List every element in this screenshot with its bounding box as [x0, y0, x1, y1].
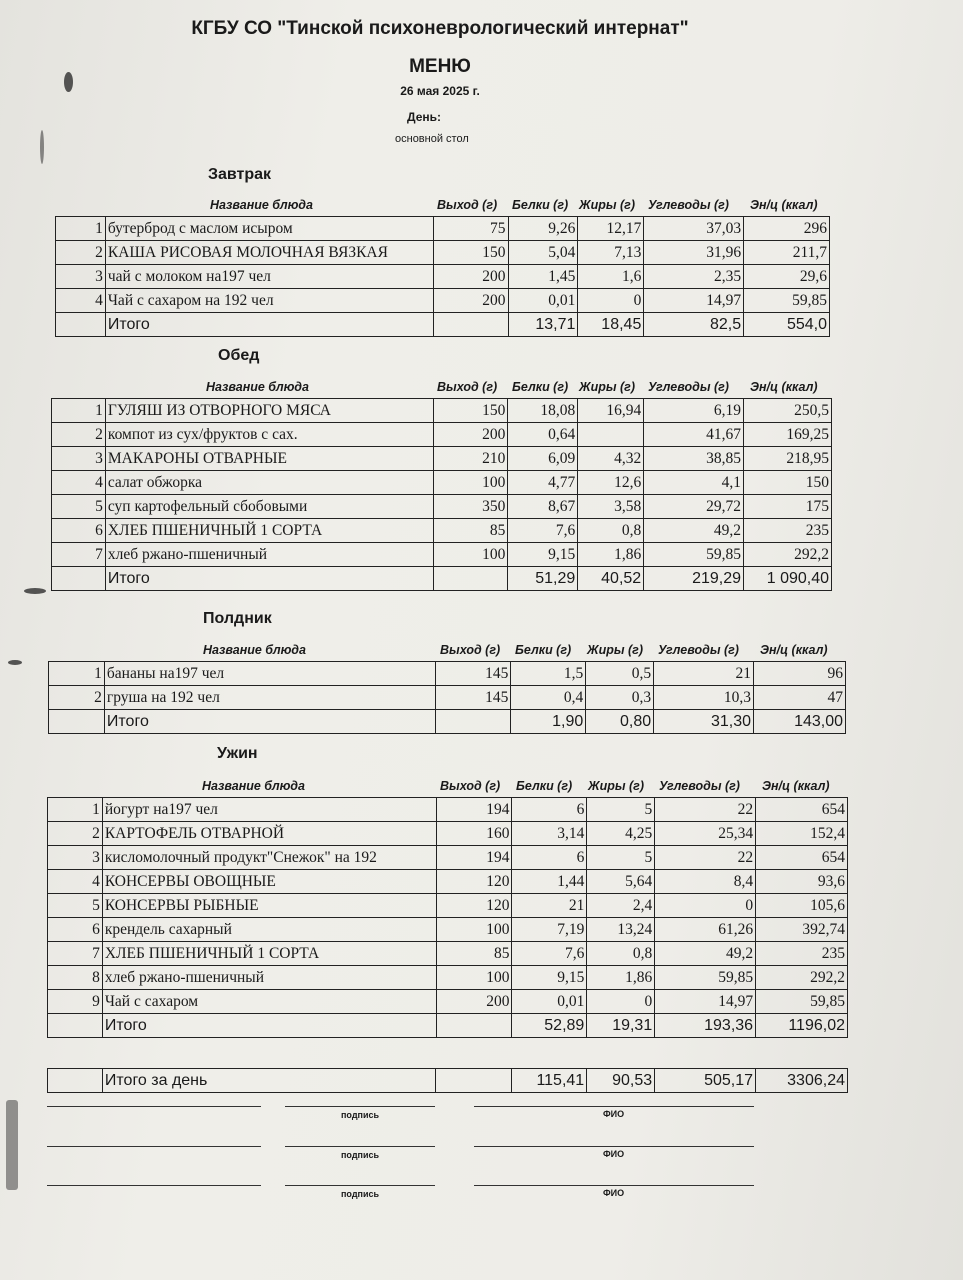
dish-name: ХЛЕБ ПШЕНИЧНЫЙ 1 СОРТА: [102, 942, 436, 966]
table-type: основной стол: [395, 133, 469, 145]
column-header-energy: Эн/ц (ккал): [760, 643, 828, 657]
column-header-fat: Жиры (г): [587, 643, 644, 657]
position-line: [47, 1106, 261, 1107]
cell-energy: 250,5: [744, 399, 832, 423]
cell-yield: 194: [436, 846, 512, 870]
name-label: ФИО: [603, 1188, 625, 1198]
column-header-carbs: Углеводы (г): [648, 380, 729, 394]
cell-protein: 0,64: [508, 423, 578, 447]
table-row: [48, 798, 848, 822]
cell-energy: 292,2: [744, 543, 832, 567]
total-yield: [433, 313, 508, 337]
cell-carbs: 22: [655, 798, 756, 822]
cell-energy: 654: [756, 798, 848, 822]
table-row: [48, 918, 848, 942]
cell-protein: 0,01: [512, 990, 587, 1014]
table-row: [56, 241, 830, 265]
menu-date: 26 мая 2025 г.: [400, 84, 480, 98]
cell-protein: 1,5: [511, 662, 586, 686]
total-fat: 90,53: [587, 1069, 655, 1093]
total-protein: 51,29: [508, 567, 578, 591]
signature-label: подпись: [341, 1150, 380, 1160]
column-header-fat: Жиры (г): [579, 198, 636, 212]
cell-carbs: 0: [655, 894, 756, 918]
dish-name: груша на 192 чел: [104, 686, 436, 710]
cell-yield: 100: [433, 471, 508, 495]
cell-carbs: 49,2: [655, 942, 756, 966]
day-total-row: [48, 1069, 848, 1093]
cell-fat: 16,94: [578, 399, 644, 423]
cell-carbs: 59,85: [655, 966, 756, 990]
table-row: [52, 399, 832, 423]
cell-protein: 7,6: [512, 942, 587, 966]
dish-name: хлеб ржано-пшеничный: [105, 543, 433, 567]
column-header-yield: Выход (г): [440, 779, 501, 793]
cell-carbs: 29,72: [644, 495, 744, 519]
table-row: [52, 447, 832, 471]
total-row: [48, 1014, 848, 1038]
meal-table: [51, 398, 832, 591]
cell-energy: 211,7: [744, 241, 830, 265]
total-carbs: 193,36: [655, 1014, 756, 1038]
total-protein: 1,90: [511, 710, 586, 734]
signature-line: [285, 1146, 435, 1147]
cell-yield: 120: [436, 870, 512, 894]
row-number: 2: [56, 241, 106, 265]
table-row: [56, 265, 830, 289]
menu-title: МЕНЮ: [409, 56, 471, 77]
cell-protein: 6: [512, 846, 587, 870]
cell-carbs: 2,35: [644, 265, 744, 289]
row-number: 6: [52, 519, 106, 543]
name-line: [474, 1185, 754, 1186]
cell-protein: 21: [512, 894, 587, 918]
cell-fat: 5: [587, 846, 655, 870]
cell-fat: 1,86: [578, 543, 644, 567]
cell-fat: 0: [587, 990, 655, 1014]
total-energy: 1196,02: [756, 1014, 848, 1038]
column-header-protein: Белки (г): [515, 643, 572, 657]
cell-carbs: 25,34: [655, 822, 756, 846]
cell-protein: 6,09: [508, 447, 578, 471]
total-label: Итого: [104, 710, 436, 734]
cell-yield: 194: [436, 798, 512, 822]
row-number: 1: [48, 798, 103, 822]
cell-yield: 200: [436, 990, 512, 1014]
cell-protein: 5,04: [508, 241, 578, 265]
row-number: 3: [56, 265, 106, 289]
total-row: [52, 567, 832, 591]
table-row: [48, 966, 848, 990]
cell-fat: 12,17: [578, 217, 644, 241]
cell-carbs: 8,4: [655, 870, 756, 894]
row-number: 4: [48, 870, 103, 894]
ink-smudge: [8, 660, 22, 665]
cell-energy: 292,2: [756, 966, 848, 990]
cell-carbs: 4,1: [644, 471, 744, 495]
meal-title: Обед: [218, 347, 260, 364]
cell-energy: 152,4: [756, 822, 848, 846]
cell-yield: 85: [436, 942, 512, 966]
cell-fat: 0,8: [578, 519, 644, 543]
cell-carbs: 22: [655, 846, 756, 870]
cell-carbs: 41,67: [644, 423, 744, 447]
ink-smudge: [24, 588, 46, 594]
cell-fat: 3,58: [578, 495, 644, 519]
cell-yield: 100: [433, 543, 508, 567]
table-row: [48, 894, 848, 918]
row-number: 4: [56, 289, 106, 313]
column-header-carbs: Углеводы (г): [659, 779, 740, 793]
dish-name: йогурт на197 чел: [102, 798, 436, 822]
table-row: [48, 870, 848, 894]
total-carbs: 505,17: [655, 1069, 756, 1093]
row-number: 8: [48, 966, 103, 990]
total-label: Итого: [105, 313, 433, 337]
cell-energy: 235: [744, 519, 832, 543]
dish-name: МАКАРОНЫ ОТВАРНЫЕ: [105, 447, 433, 471]
cell-protein: 18,08: [508, 399, 578, 423]
position-line: [47, 1146, 261, 1147]
total-energy: 143,00: [754, 710, 846, 734]
dish-name: КОНСЕРВЫ ОВОЩНЫЕ: [102, 870, 436, 894]
row-number: 5: [52, 495, 106, 519]
cell-yield: 145: [436, 662, 511, 686]
column-header-name: Название блюда: [210, 198, 313, 212]
cell-yield: 75: [433, 217, 508, 241]
total-fat: 18,45: [578, 313, 644, 337]
column-header-yield: Выход (г): [437, 198, 498, 212]
cell-fat: 2,4: [587, 894, 655, 918]
table-row: [52, 519, 832, 543]
meal-table: [47, 797, 848, 1038]
cell-energy: 218,95: [744, 447, 832, 471]
table-row: [48, 822, 848, 846]
cell-yield: 150: [433, 241, 508, 265]
cell-protein: 1,45: [508, 265, 578, 289]
cell-fat: 7,13: [578, 241, 644, 265]
column-header-protein: Белки (г): [512, 380, 569, 394]
total-yield: [436, 1069, 512, 1093]
meal-title: Ужин: [217, 745, 258, 762]
table-row: [56, 289, 830, 313]
total-energy: 554,0: [744, 313, 830, 337]
meal-table: [55, 216, 830, 337]
cell-fat: 5: [587, 798, 655, 822]
row-number: 2: [48, 822, 103, 846]
dish-name: ГУЛЯШ ИЗ ОТВОРНОГО МЯСА: [105, 399, 433, 423]
cell-protein: 9,15: [508, 543, 578, 567]
name-line: [474, 1146, 754, 1147]
row-number: 6: [48, 918, 103, 942]
dish-name: КОНСЕРВЫ РЫБНЫЕ: [102, 894, 436, 918]
cell-yield: 150: [433, 399, 508, 423]
column-header-fat: Жиры (г): [579, 380, 636, 394]
organization-title: КГБУ СО "Тинской психоневрологический интернат": [191, 18, 689, 39]
dish-name: суп картофельный сбобовыми: [105, 495, 433, 519]
cell-carbs: 59,85: [644, 543, 744, 567]
cell-fat: 1,86: [587, 966, 655, 990]
cell-carbs: 14,97: [644, 289, 744, 313]
column-header-name: Название блюда: [203, 643, 306, 657]
cell-energy: 169,25: [744, 423, 832, 447]
cell-protein: 4,77: [508, 471, 578, 495]
cell-yield: 210: [433, 447, 508, 471]
dish-name: КАРТОФЕЛЬ ОТВАРНОЙ: [102, 822, 436, 846]
cell-yield: 200: [433, 289, 508, 313]
meal-title: Завтрак: [208, 166, 272, 183]
row-number: 3: [52, 447, 106, 471]
total-spacer: [49, 710, 105, 734]
cell-energy: 654: [756, 846, 848, 870]
dish-name: КАША РИСОВАЯ МОЛОЧНАЯ ВЯЗКАЯ: [105, 241, 433, 265]
row-number: 3: [48, 846, 103, 870]
row-number: 7: [52, 543, 106, 567]
cell-protein: 7,19: [512, 918, 587, 942]
total-energy: 1 090,40: [744, 567, 832, 591]
cell-fat: 0,3: [586, 686, 654, 710]
row-number: 2: [52, 423, 106, 447]
cell-fat: 12,6: [578, 471, 644, 495]
table-row: [48, 846, 848, 870]
cell-fat: 1,6: [578, 265, 644, 289]
dish-name: крендель сахарный: [102, 918, 436, 942]
row-number: 1: [49, 662, 105, 686]
meal-title: Полдник: [203, 610, 272, 627]
cell-yield: 100: [436, 966, 512, 990]
cell-yield: 145: [436, 686, 511, 710]
dish-name: салат обжорка: [105, 471, 433, 495]
meal-table: [47, 1068, 848, 1093]
total-yield: [436, 1014, 512, 1038]
column-header-yield: Выход (г): [437, 380, 498, 394]
cell-fat: 0,5: [586, 662, 654, 686]
cell-fat: 4,32: [578, 447, 644, 471]
table-row: [49, 662, 846, 686]
cell-yield: 100: [436, 918, 512, 942]
column-header-name: Название блюда: [206, 380, 309, 394]
cell-energy: 93,6: [756, 870, 848, 894]
row-number: 4: [52, 471, 106, 495]
cell-yield: 85: [433, 519, 508, 543]
cell-carbs: 61,26: [655, 918, 756, 942]
cell-energy: 47: [754, 686, 846, 710]
dish-name: кисломолочный продукт"Снежок" на 192: [102, 846, 436, 870]
cell-fat: 0,8: [587, 942, 655, 966]
total-carbs: 82,5: [644, 313, 744, 337]
ink-smudge: [64, 72, 73, 92]
meal-table: [48, 661, 846, 734]
cell-protein: 3,14: [512, 822, 587, 846]
total-carbs: 31,30: [654, 710, 754, 734]
row-number: 2: [49, 686, 105, 710]
total-row: [49, 710, 846, 734]
cell-carbs: 38,85: [644, 447, 744, 471]
day-label: День:: [407, 110, 441, 124]
total-row: [56, 313, 830, 337]
cell-energy: 392,74: [756, 918, 848, 942]
cell-protein: 9,26: [508, 217, 578, 241]
ink-smudge: [40, 130, 44, 164]
signature-line: [285, 1185, 435, 1186]
cell-energy: 29,6: [744, 265, 830, 289]
total-spacer: [52, 567, 106, 591]
total-yield: [436, 710, 511, 734]
column-header-name: Название блюда: [202, 779, 305, 793]
cell-carbs: 31,96: [644, 241, 744, 265]
cell-yield: 120: [436, 894, 512, 918]
cell-carbs: 21: [654, 662, 754, 686]
dish-name: хлеб ржано-пшеничный: [102, 966, 436, 990]
column-header-fat: Жиры (г): [588, 779, 645, 793]
total-fat: 40,52: [578, 567, 644, 591]
row-number: 5: [48, 894, 103, 918]
row-number: 1: [52, 399, 106, 423]
table-row: [52, 543, 832, 567]
cell-carbs: 49,2: [644, 519, 744, 543]
cell-yield: 160: [436, 822, 512, 846]
total-label: Итого: [102, 1014, 436, 1038]
cell-energy: 296: [744, 217, 830, 241]
cell-energy: 235: [756, 942, 848, 966]
name-label: ФИО: [603, 1149, 625, 1159]
cell-protein: 1,44: [512, 870, 587, 894]
dish-name: Чай с сахаром на 192 чел: [105, 289, 433, 313]
cell-energy: 96: [754, 662, 846, 686]
column-header-energy: Эн/ц (ккал): [762, 779, 830, 793]
dish-name: ХЛЕБ ПШЕНИЧНЫЙ 1 СОРТА: [105, 519, 433, 543]
cell-protein: 9,15: [512, 966, 587, 990]
cell-yield: 350: [433, 495, 508, 519]
cell-energy: 105,6: [756, 894, 848, 918]
dish-name: бананы на197 чел: [104, 662, 436, 686]
signature-line: [285, 1106, 435, 1107]
total-carbs: 219,29: [644, 567, 744, 591]
cell-yield: 200: [433, 265, 508, 289]
name-label: ФИО: [603, 1109, 625, 1119]
cell-protein: 8,67: [508, 495, 578, 519]
cell-protein: 0,01: [508, 289, 578, 313]
cell-energy: 150: [744, 471, 832, 495]
cell-protein: 0,4: [511, 686, 586, 710]
cell-protein: 7,6: [508, 519, 578, 543]
column-header-protein: Белки (г): [516, 779, 573, 793]
total-fat: 19,31: [587, 1014, 655, 1038]
table-row: [52, 423, 832, 447]
table-row: [48, 942, 848, 966]
ink-smudge: [6, 1100, 18, 1190]
cell-fat: [578, 423, 644, 447]
column-header-protein: Белки (г): [512, 198, 569, 212]
cell-energy: 175: [744, 495, 832, 519]
total-spacer: [48, 1069, 103, 1093]
total-protein: 115,41: [512, 1069, 587, 1093]
name-line: [474, 1106, 754, 1107]
total-label: Итого: [105, 567, 433, 591]
table-row: [52, 471, 832, 495]
column-header-energy: Эн/ц (ккал): [750, 380, 818, 394]
cell-fat: 5,64: [587, 870, 655, 894]
table-row: [52, 495, 832, 519]
cell-carbs: 6,19: [644, 399, 744, 423]
cell-carbs: 37,03: [644, 217, 744, 241]
total-label: Итого за день: [102, 1069, 436, 1093]
total-spacer: [48, 1014, 103, 1038]
table-row: [49, 686, 846, 710]
dish-name: Чай с сахаром: [102, 990, 436, 1014]
cell-fat: 4,25: [587, 822, 655, 846]
table-row: [56, 217, 830, 241]
cell-protein: 6: [512, 798, 587, 822]
signature-label: подпись: [341, 1189, 380, 1199]
column-header-carbs: Углеводы (г): [648, 198, 729, 212]
total-protein: 13,71: [508, 313, 578, 337]
total-protein: 52,89: [512, 1014, 587, 1038]
position-line: [47, 1185, 261, 1186]
cell-yield: 200: [433, 423, 508, 447]
dish-name: компот из сух/фруктов с сах.: [105, 423, 433, 447]
cell-carbs: 10,3: [654, 686, 754, 710]
total-fat: 0,80: [586, 710, 654, 734]
column-header-carbs: Углеводы (г): [658, 643, 739, 657]
column-header-energy: Эн/ц (ккал): [750, 198, 818, 212]
dish-name: чай с молоком на197 чел: [105, 265, 433, 289]
total-spacer: [56, 313, 106, 337]
cell-fat: 13,24: [587, 918, 655, 942]
column-header-yield: Выход (г): [440, 643, 501, 657]
cell-energy: 59,85: [756, 990, 848, 1014]
cell-energy: 59,85: [744, 289, 830, 313]
signature-label: подпись: [341, 1110, 380, 1120]
row-number: 1: [56, 217, 106, 241]
cell-fat: 0: [578, 289, 644, 313]
row-number: 9: [48, 990, 103, 1014]
total-energy: 3306,24: [756, 1069, 848, 1093]
dish-name: бутерброд с маслом исыром: [105, 217, 433, 241]
cell-carbs: 14,97: [655, 990, 756, 1014]
table-row: [48, 990, 848, 1014]
row-number: 7: [48, 942, 103, 966]
total-yield: [433, 567, 508, 591]
